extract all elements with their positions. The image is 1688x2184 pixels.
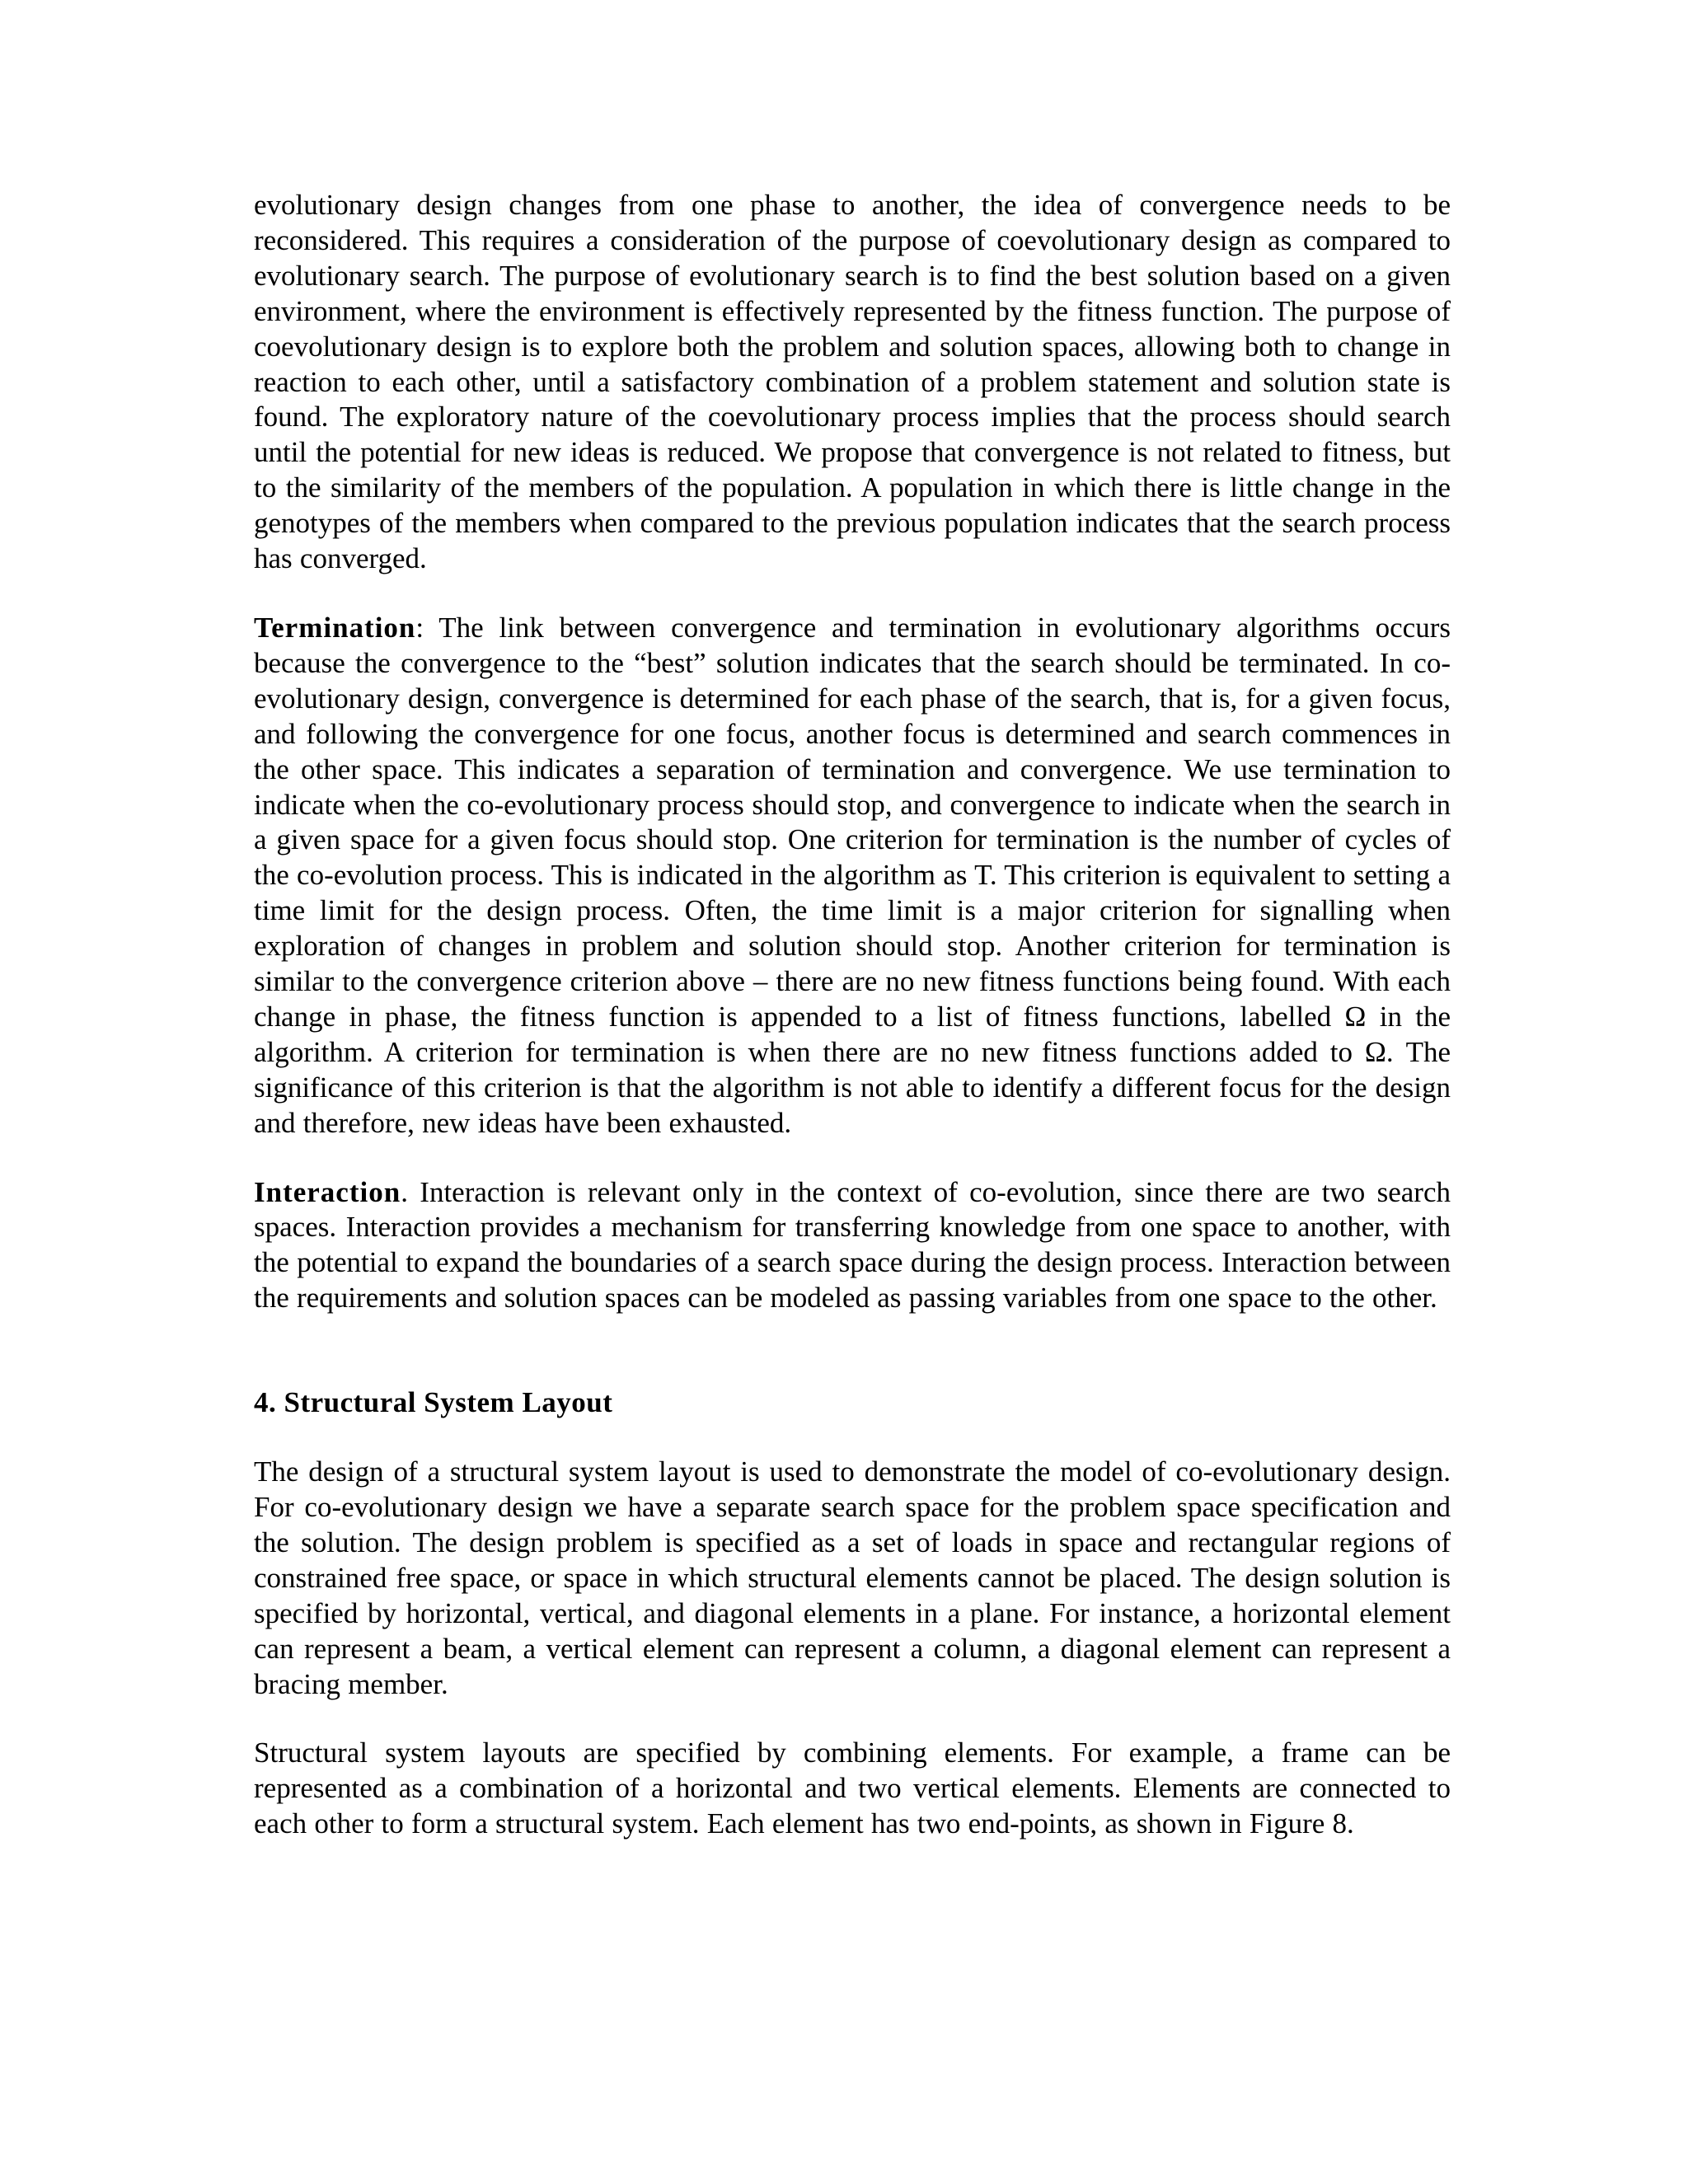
section-heading: 4. Structural System Layout [254, 1386, 613, 1419]
interaction-lead: Interaction [254, 1175, 401, 1208]
paragraph-convergence: evolutionary design changes from one phase to another, the idea of convergence needs to be reconsidered. This requires a consideration of the purpose of coevolutionary design as compared to evolutionary search. The purpose of evolutionary search is to find the best solution based on a given environment, where the environment is effectively represented by the fitness function. The purpose of coevolutionary design is to explore both the problem and solution spaces, allowing both to change in reaction to each other, until a satisfactory combination of a problem statement and solution state is found. The exploratory nature of the coevolutionary process implies that the process should search until the potential for new ideas is reduced. We propose that convergence is not related to fitness, but to the similarity of the members of the population. A population in which there is little change in the genotypes of the members when compared to the previous population indicates that the search process has converged. [254, 189, 1451, 575]
termination-lead: Termination [254, 611, 416, 644]
document-page [254, 188, 1451, 1842]
paragraph-layout-elements: Structural system layouts are specified by combining elements. For example, a frame can be represented as a combination of a horizontal and two vertical elements. Elements are connected to each other to form a structural system. Each element has two end-points, as shown in Figure 8. [254, 1736, 1451, 1840]
termination-body: : The link between convergence and termination in evolutionary algorithms occurs because the convergence to the “best” solution indicates that the search should be terminated. In co-evolutionary design, convergence is determined for each phase of the search, that is, for a given focus, and following the convergence for one focus, another focus is determined and search commences in the other space. This indicates a separation of termination and convergence. We use termination to indicate when the co-evolutionary process should stop, and convergence to indicate when the search in a given space for a given focus should stop. One criterion for termination is the number of cycles of the co-evolution process. This is indicated in the algorithm as T. This criterion is equivalent to setting a time limit for the design process. Often, the time limit is a major criterion for signalling when exploration of changes in problem and solution should stop. Another criterion for termination is similar to the convergence criterion above – there are no new fitness functions being found. With each change in phase, the fitness function is appended to a list of fitness functions, labelled Ω in the algorithm. A criterion for termination is when there are no new fitness functions added to Ω. The significance of this criterion is that the algorithm is not able to identify a different focus for the design and therefore, new ideas have been exhausted. [254, 611, 1451, 1139]
paragraph-interaction [254, 1175, 1451, 1317]
paragraph-termination [254, 611, 1451, 1141]
interaction-body: . Interaction is relevant only in the context of co-evolution, since there are two search spaces. Interaction provides a mechanism for transferring knowledge from one space to another, with the potential to expand the boundaries of a search space during the design process. Interaction between the requirements and solution spaces can be modeled as passing variables from one space to the other. [254, 1175, 1451, 1315]
paragraph-layout-design: The design of a structural system layout is used to demonstrate the model of co-evolutionary design. For co-evolutionary design we have a separate search space for the problem space specification and the solution. The design problem is specified as a set of loads in space and rectangular regions of constrained free space, or space in which structural elements cannot be placed. The design solution is specified by horizontal, vertical, and diagonal elements in a plane. For instance, a horizontal element can represent a beam, a vertical element can represent a column, a diagonal element can represent a bracing member. [254, 1455, 1451, 1700]
